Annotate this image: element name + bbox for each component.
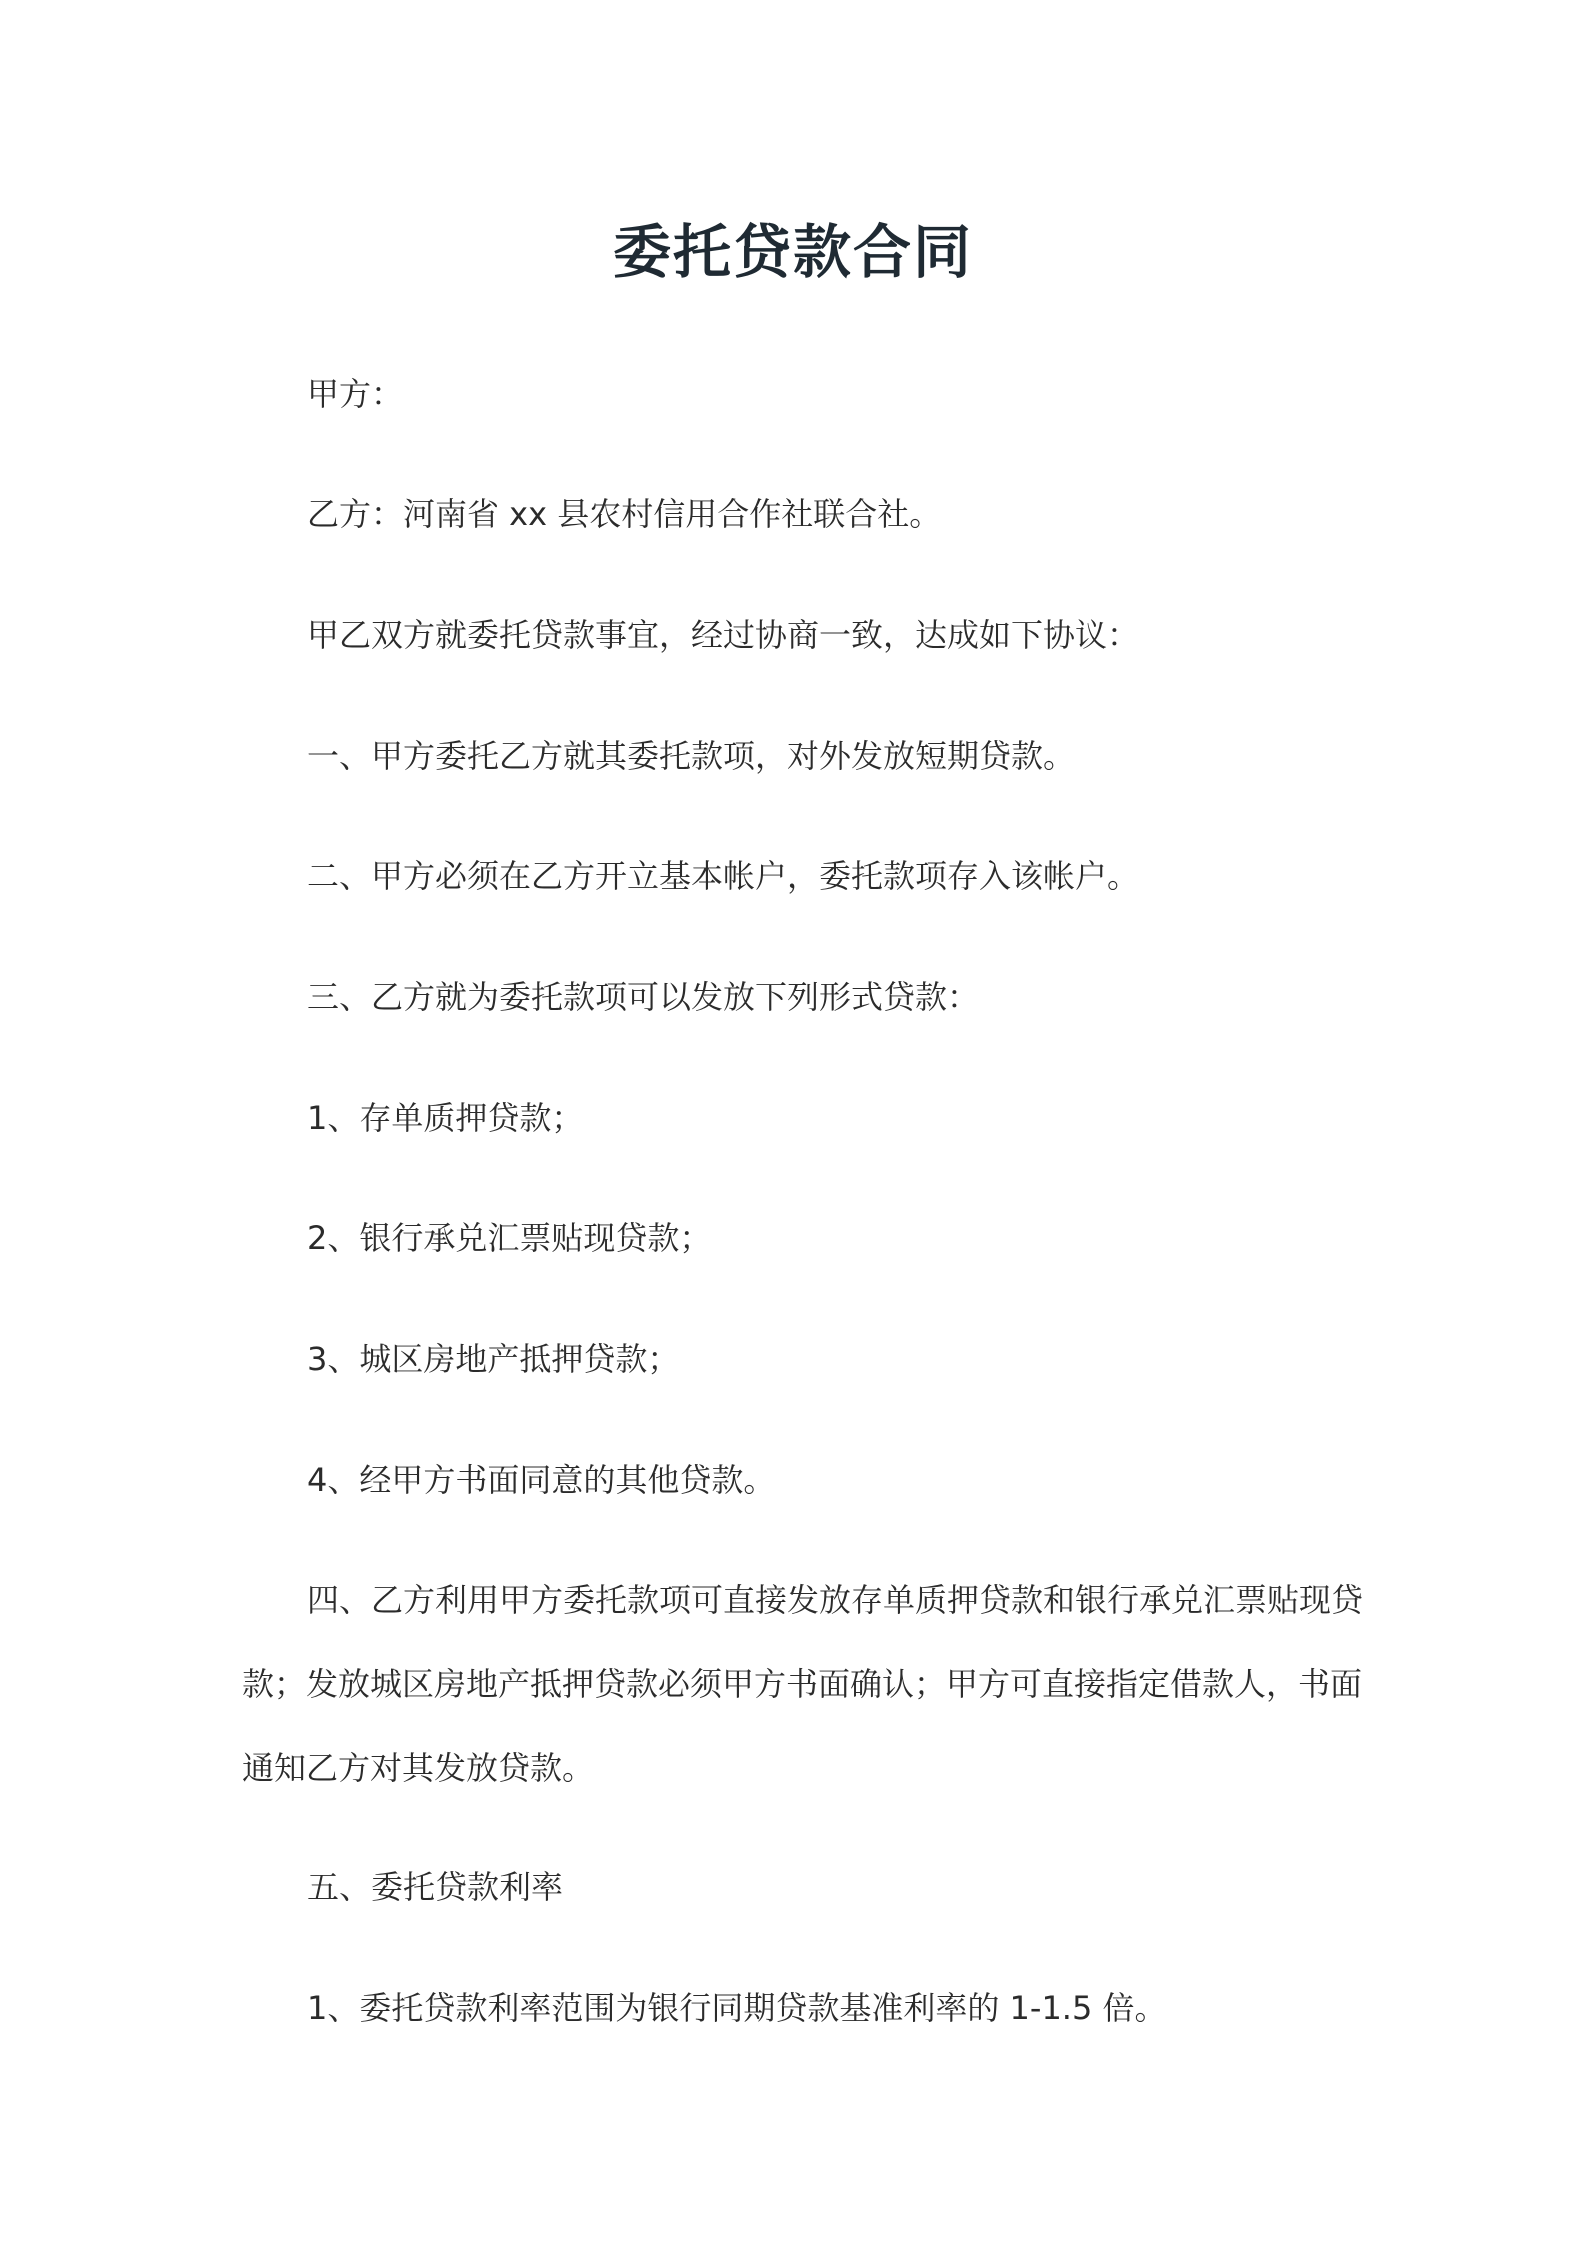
clause-4-line-3: 通知乙方对其发放贷款。	[242, 1749, 595, 1787]
clause-4	[242, 1558, 1364, 1810]
list-item-3: 3、城区房地产抵押贷款；	[307, 1340, 680, 1378]
list-item-4: 4、经甲方书面同意的其他贷款。	[307, 1461, 776, 1499]
clause-1: 一、甲方委托乙方就其委托款项，对外发放短期贷款。	[307, 737, 1076, 775]
party-b: 乙方：河南省 xx 县农村信用合作社联合社。	[307, 495, 942, 533]
list-item-2: 2、银行承兑汇票贴现贷款；	[307, 1219, 712, 1257]
clause-4-line-1: 四、乙方利用甲方委托款项可直接发放存单质押贷款和银行承兑汇票贴现贷	[307, 1581, 1364, 1619]
clause-4-line-2: 款；发放城区房地产抵押贷款必须甲方书面确认；甲方可直接指定借款人，书面	[242, 1665, 1363, 1703]
party-a: 甲方：	[307, 375, 404, 413]
clause-3: 三、乙方就为委托款项可以发放下列形式贷款：	[307, 978, 980, 1016]
clause-2: 二、甲方必须在乙方开立基本帐户，委托款项存入该帐户。	[307, 857, 1140, 895]
document-title: 委托贷款合同	[612, 218, 973, 286]
clause-5: 五、委托贷款利率	[307, 1868, 564, 1906]
clause-5-item-1: 1、委托贷款利率范围为银行同期贷款基准利率的 1-1.5 倍。	[307, 1989, 1167, 2027]
list-item-1: 1、存单质押贷款；	[307, 1099, 584, 1137]
intro-paragraph: 甲乙双方就委托贷款事宜，经过协商一致，达成如下协议：	[307, 616, 1140, 654]
